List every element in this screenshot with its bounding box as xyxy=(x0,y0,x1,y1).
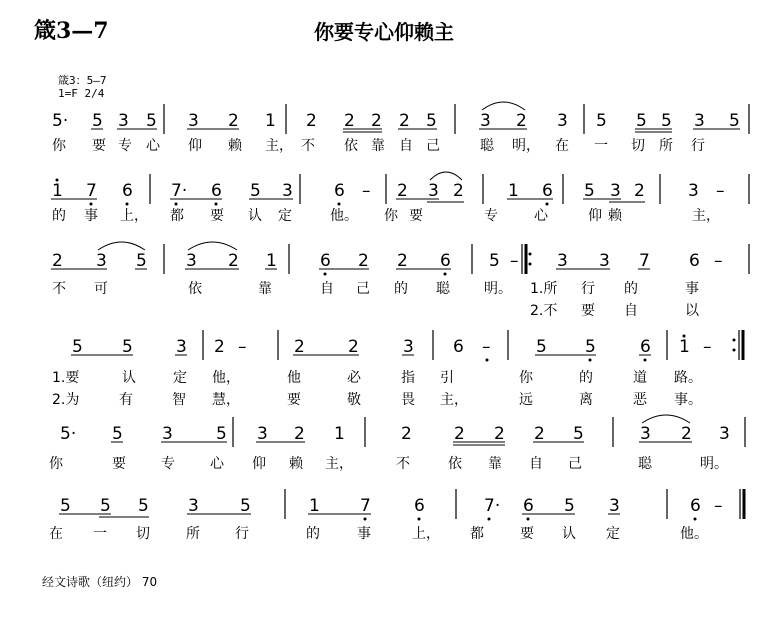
note: 5 xyxy=(636,111,647,131)
note: 5 xyxy=(146,111,157,131)
lyric: 指 xyxy=(401,370,415,386)
lyric: 依 xyxy=(344,138,358,154)
lyric: 依 xyxy=(448,456,462,472)
lyric-verse-2: 2.不 xyxy=(530,303,558,319)
lyric: 主， xyxy=(692,208,720,224)
lyric: 明。 xyxy=(700,456,728,472)
note: 3 xyxy=(188,111,199,131)
lyric: 行 xyxy=(691,138,705,154)
lyric: 定 xyxy=(606,526,620,542)
note: 6 xyxy=(414,496,425,516)
lyric: 你 xyxy=(384,208,398,224)
lyric-verse-2: 离 xyxy=(579,392,593,408)
lyric: 依 xyxy=(188,281,202,297)
note: 2 xyxy=(294,424,305,444)
note: 2 xyxy=(52,251,63,271)
lyric: 己 xyxy=(568,456,582,472)
lyric: 的 xyxy=(306,526,320,542)
lyric: 切 xyxy=(631,138,645,154)
note: – xyxy=(714,251,723,271)
octave-dot xyxy=(364,518,367,521)
lyric: 1.要 xyxy=(52,370,80,386)
note: 5 xyxy=(584,181,595,201)
note: – xyxy=(482,337,491,357)
lyric: 心 xyxy=(146,138,160,154)
lyric: 己 xyxy=(426,138,440,154)
note: 5 xyxy=(240,496,251,516)
octave-dot xyxy=(733,339,736,342)
key-signature: 1=F 2/4 xyxy=(58,87,105,100)
lyric: 自 xyxy=(529,456,543,472)
note: 3 xyxy=(480,111,491,131)
lyric: 仰 xyxy=(188,138,202,154)
note: 2 xyxy=(453,181,464,201)
note: 1 xyxy=(508,181,519,201)
song-code: 箴3—7 xyxy=(34,18,109,44)
lyric: 心 xyxy=(210,456,224,472)
song-title: 你要专心仰赖主 xyxy=(314,20,454,44)
note: – xyxy=(703,337,712,357)
lyric: 所 xyxy=(186,526,200,542)
note: 2 xyxy=(399,111,410,131)
lyric: 在 xyxy=(49,526,63,542)
lyric: 要 xyxy=(92,138,106,154)
note: 6 xyxy=(640,337,651,357)
note: 1 xyxy=(266,251,277,271)
lyric: 他， xyxy=(212,370,240,386)
lyric-verse-2: 远 xyxy=(519,392,533,408)
note: 2 xyxy=(294,337,305,357)
lyric-verse-2: 自 xyxy=(624,303,638,319)
note: 2 xyxy=(228,251,239,271)
note: 1 xyxy=(52,181,63,201)
lyric: 的 xyxy=(579,370,593,386)
note: 3 xyxy=(610,181,621,201)
note: 2 xyxy=(371,111,382,131)
note: – xyxy=(716,181,725,201)
note: – xyxy=(362,181,371,201)
note: 5 xyxy=(100,496,111,516)
note: 5 xyxy=(536,337,547,357)
note: 3 xyxy=(688,181,699,201)
octave-dot xyxy=(529,263,532,266)
note: 3 xyxy=(118,111,129,131)
slur-arc xyxy=(482,102,525,110)
octave-dot xyxy=(126,203,129,206)
note: 2 xyxy=(634,181,645,201)
note: 3 xyxy=(719,424,730,444)
lyric-verse-2: 要 xyxy=(581,303,595,319)
slur-arc xyxy=(642,415,690,423)
lyric: 切 xyxy=(136,526,150,542)
octave-dot xyxy=(175,203,178,206)
octave-dot xyxy=(324,273,327,276)
lyric-verse-2: 2.为 xyxy=(52,392,80,408)
note: 3 xyxy=(188,496,199,516)
note: 5 xyxy=(122,337,133,357)
lyric: 他。 xyxy=(330,208,358,224)
slur-arc xyxy=(98,242,145,250)
note: 5 xyxy=(250,181,261,201)
note: 3 xyxy=(96,251,107,271)
note: – xyxy=(238,337,247,357)
lyric: 靠 xyxy=(488,456,502,472)
note: 2 xyxy=(348,337,359,357)
octave-dot xyxy=(694,518,697,521)
note: 5 xyxy=(661,111,672,131)
octave-dot xyxy=(418,518,421,521)
note: 5 xyxy=(489,251,500,271)
note: 5 xyxy=(564,496,575,516)
note: 3 xyxy=(599,251,610,271)
lyric: 不 xyxy=(52,281,66,297)
note: 2 xyxy=(306,111,317,131)
lyric: 路。 xyxy=(674,370,702,386)
note: 6 xyxy=(320,251,331,271)
note: 2 xyxy=(397,181,408,201)
octave-dot xyxy=(56,179,59,182)
note: 3 xyxy=(282,181,293,201)
lyric: 的 xyxy=(52,208,66,224)
lyric: 仰 xyxy=(252,456,266,472)
note: 3 xyxy=(403,337,414,357)
octave-dot xyxy=(444,273,447,276)
octave-dot xyxy=(486,359,489,362)
lyric: 事 xyxy=(84,208,98,224)
lyric: 要 xyxy=(409,208,423,224)
lyric: 你 xyxy=(49,456,63,472)
note: 5· xyxy=(60,424,77,444)
note: 5 xyxy=(72,337,83,357)
lyric: 专 xyxy=(484,208,498,224)
note: 2 xyxy=(534,424,545,444)
note: 7 xyxy=(86,181,97,201)
lyric: 都 xyxy=(470,526,484,542)
lyric: 明， xyxy=(512,138,540,154)
note: 3 xyxy=(609,496,620,516)
lyric: 定 xyxy=(278,208,292,224)
note: 5 xyxy=(136,251,147,271)
lyric: 1.所 xyxy=(530,281,558,297)
note: 3 xyxy=(186,251,197,271)
lyric: 所 xyxy=(659,138,673,154)
lyric: 事 xyxy=(685,281,699,297)
note: 3 xyxy=(428,181,439,201)
note: 2 xyxy=(397,251,408,271)
lyric-verse-2: 以 xyxy=(685,303,699,319)
lyric: 要 xyxy=(210,208,224,224)
octave-dot xyxy=(589,359,592,362)
octave-dot xyxy=(90,203,93,206)
lyric: 上， xyxy=(412,526,440,542)
lyric: 要 xyxy=(520,526,534,542)
slur-arc xyxy=(188,242,237,250)
note: 2 xyxy=(214,337,225,357)
note: 3 xyxy=(557,251,568,271)
lyric: 聪 xyxy=(436,281,450,297)
lyric: 不 xyxy=(301,138,315,154)
note: 7 xyxy=(360,496,371,516)
lyric: 专 xyxy=(118,138,132,154)
note: 6 xyxy=(523,496,534,516)
octave-dot xyxy=(215,203,218,206)
note: 5 xyxy=(585,337,596,357)
note: 6 xyxy=(440,251,451,271)
note: 6 xyxy=(453,337,464,357)
note: 2 xyxy=(494,424,505,444)
note: 7· xyxy=(484,496,501,516)
lyric: 的 xyxy=(394,281,408,297)
note: 1 xyxy=(679,337,690,357)
lyric-verse-2: 智 xyxy=(172,392,186,408)
octave-dot xyxy=(546,203,549,206)
note: 1 xyxy=(334,424,345,444)
note: 2 xyxy=(454,424,465,444)
note: 3 xyxy=(176,337,187,357)
lyric: 在 xyxy=(555,138,569,154)
note: 7 xyxy=(639,251,650,271)
lyric: 都 xyxy=(170,208,184,224)
octave-dot xyxy=(733,349,736,352)
lyric: 自 xyxy=(320,281,334,297)
lyric: 认 xyxy=(562,526,576,542)
lyric: 要 xyxy=(112,456,126,472)
note: 3 xyxy=(640,424,651,444)
note: 5 xyxy=(112,424,123,444)
slur-arc xyxy=(430,172,462,180)
lyric: 聪 xyxy=(638,456,652,472)
note: 2 xyxy=(516,111,527,131)
lyric: 一 xyxy=(93,526,107,542)
octave-dot xyxy=(683,335,686,338)
lyric-verse-2: 有 xyxy=(119,392,133,408)
lyric: 主， xyxy=(325,456,353,472)
lyric: 仰 xyxy=(588,208,602,224)
lyric: 心 xyxy=(534,208,548,224)
lyric: 主， xyxy=(265,138,293,154)
octave-dot xyxy=(529,253,532,256)
note: 3 xyxy=(557,111,568,131)
lyric: 专 xyxy=(161,456,175,472)
note: 3 xyxy=(162,424,173,444)
note: – xyxy=(714,496,723,516)
lyric-verse-2: 要 xyxy=(287,392,301,408)
lyric-verse-2: 敬 xyxy=(347,392,361,408)
note: 2 xyxy=(358,251,369,271)
lyric: 赖 xyxy=(228,138,242,154)
lyric: 可 xyxy=(94,281,108,297)
note: 1 xyxy=(309,496,320,516)
lyric: 你 xyxy=(519,370,533,386)
note: 6 xyxy=(334,181,345,201)
note: 2 xyxy=(344,111,355,131)
note: 3 xyxy=(257,424,268,444)
lyric: 行 xyxy=(581,281,595,297)
note: 5 xyxy=(92,111,103,131)
lyric: 上， xyxy=(120,208,148,224)
note: 5 xyxy=(426,111,437,131)
lyric: 认 xyxy=(122,370,136,386)
footer-source: 经文诗歌（纽约） 70 xyxy=(42,575,158,589)
note: 2 xyxy=(401,424,412,444)
lyric: 赖 xyxy=(289,456,303,472)
note: 6 xyxy=(122,181,133,201)
lyric: 你 xyxy=(52,138,66,154)
scripture-reference: 箴3：5—7 xyxy=(58,74,107,87)
note: 7· xyxy=(171,181,188,201)
note: 6 xyxy=(689,251,700,271)
lyric: 一 xyxy=(594,138,608,154)
lyric-verse-2: 恶 xyxy=(633,392,647,408)
lyric: 不 xyxy=(396,456,410,472)
lyric: 己 xyxy=(356,281,370,297)
note: – xyxy=(510,251,519,271)
lyric: 的 xyxy=(624,281,638,297)
lyric: 他 xyxy=(287,370,301,386)
lyric-verse-2: 主， xyxy=(440,392,468,408)
lyric: 聪 xyxy=(480,138,494,154)
lyric: 行 xyxy=(235,526,249,542)
lyric: 他。 xyxy=(680,526,708,542)
note: 5 xyxy=(596,111,607,131)
lyric: 明。 xyxy=(484,281,512,297)
note: 6 xyxy=(211,181,222,201)
note: 5 xyxy=(60,496,71,516)
lyric: 道 xyxy=(633,370,647,386)
lyric: 靠 xyxy=(258,281,272,297)
octave-dot xyxy=(338,203,341,206)
note: 5 xyxy=(729,111,740,131)
lyric: 事 xyxy=(357,526,371,542)
note: 2 xyxy=(228,111,239,131)
lyric-verse-2: 事。 xyxy=(674,392,702,408)
octave-dot xyxy=(527,518,530,521)
lyric-verse-2: 慧， xyxy=(212,392,240,408)
note: 5 xyxy=(216,424,227,444)
note: 5 xyxy=(138,496,149,516)
lyric: 认 xyxy=(248,208,262,224)
note: 3 xyxy=(694,111,705,131)
lyric: 定 xyxy=(173,370,187,386)
lyric: 赖 xyxy=(608,208,622,224)
lyric: 必 xyxy=(347,370,361,386)
note: 2 xyxy=(681,424,692,444)
octave-dot xyxy=(488,518,491,521)
note: 5· xyxy=(52,111,69,131)
note: 1 xyxy=(265,111,276,131)
lyric: 自 xyxy=(399,138,413,154)
octave-dot xyxy=(644,359,647,362)
note: 5 xyxy=(573,424,584,444)
note: 6 xyxy=(690,496,701,516)
lyric: 靠 xyxy=(371,138,385,154)
note: 6 xyxy=(542,181,553,201)
lyric: 引 xyxy=(440,370,454,386)
score-layer xyxy=(49,102,749,542)
lyric-verse-2: 畏 xyxy=(401,392,415,408)
